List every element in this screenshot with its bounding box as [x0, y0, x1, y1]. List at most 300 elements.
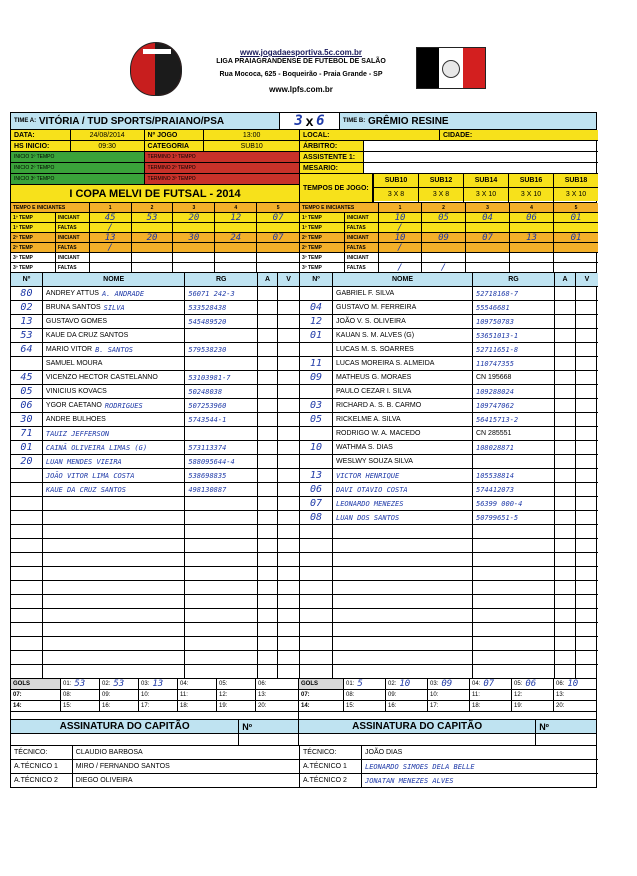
tempo-value: [132, 253, 174, 262]
player-v: [278, 343, 299, 356]
roster-row: [11, 469, 299, 483]
player-a: [258, 441, 278, 454]
tempo-cat: SUB18: [554, 174, 598, 188]
tempo-kind: FALTAS: [56, 243, 90, 252]
player-name: [333, 329, 473, 342]
player-number: [11, 609, 43, 622]
tempo-row: [300, 213, 598, 223]
player-name: [333, 371, 473, 384]
tempo-value: [257, 223, 299, 232]
gols-slot: [344, 679, 386, 689]
player-name: [43, 595, 185, 608]
categoria-value: SUB10: [204, 141, 299, 151]
player-name: [43, 497, 185, 510]
tempo-value: [173, 263, 215, 272]
player-name: [43, 553, 185, 566]
player-a: [555, 567, 576, 580]
player-a: [555, 455, 576, 468]
player-v: [576, 357, 598, 370]
player-number: [300, 623, 333, 636]
tempo-col-header: 5: [257, 203, 299, 212]
player-name: [333, 665, 473, 678]
tempo-value: [466, 253, 510, 262]
player-rg: 573113374: [185, 441, 258, 454]
roster-row: [11, 385, 299, 399]
gols-slot-key: 12:: [514, 692, 523, 698]
tempo-row: [11, 253, 299, 263]
player-printed-name: WESLWY SOUZA SILVA: [336, 458, 413, 465]
tempo-row: [11, 213, 299, 223]
player-rg: [185, 357, 258, 370]
roster-row: [300, 553, 598, 567]
player-number: [300, 455, 333, 468]
player-name: [43, 301, 185, 314]
tempo-value: [379, 253, 422, 262]
tempo-header-row: [300, 203, 598, 213]
player-name: [43, 315, 185, 328]
tempo-val: 3 X 10: [464, 188, 508, 201]
player-name: [43, 399, 185, 412]
tempo-cat: SUB16: [509, 174, 553, 188]
player-a: [258, 539, 278, 552]
info-right: [300, 130, 598, 202]
roster-row: [300, 665, 598, 678]
tempo-row: [11, 223, 299, 233]
hs-label: HS INICIO:: [11, 141, 71, 151]
team-b-label: TIME B:: [342, 118, 366, 124]
player-number: 13: [11, 315, 43, 328]
player-v: [278, 553, 299, 566]
gols-slot-key: 15:: [346, 703, 355, 709]
player-v: [576, 413, 598, 426]
gols-slot: [217, 679, 256, 689]
staff-role: A.TÉCNICO 1: [11, 760, 73, 773]
tempo-col: [373, 174, 418, 202]
player-rg: 574412073: [473, 483, 555, 496]
player-v: [278, 455, 299, 468]
roster-row: [300, 413, 598, 427]
tempo-value: /: [379, 223, 422, 232]
player-rg: 50799651-5: [473, 511, 555, 524]
teams-row: [11, 113, 596, 130]
roster-row: [11, 399, 299, 413]
player-a: [555, 553, 576, 566]
tempo-value: [132, 223, 174, 232]
njogo-value: 13:00: [204, 130, 299, 140]
gols-slot-key: 16:: [102, 703, 111, 709]
player-a: [555, 329, 576, 342]
player-rg: 109288024: [473, 385, 555, 398]
player-name: [333, 497, 473, 510]
roster-header-a: A: [555, 273, 576, 286]
player-number: [300, 287, 333, 300]
player-number: [11, 665, 43, 678]
player-v: [576, 651, 598, 664]
player-name: [333, 399, 473, 412]
tempo-row: [11, 263, 299, 272]
gols-slot: [256, 701, 295, 711]
player-number: 02: [11, 301, 43, 314]
tempo-col: [508, 174, 553, 202]
roster-header-row: [11, 273, 299, 287]
staff-block: [11, 746, 596, 787]
player-v: [278, 287, 299, 300]
player-printed-name: ANDRE BULHOES: [45, 416, 106, 423]
player-handwritten-name: DAVI OTAVIO COSTA: [336, 485, 408, 494]
player-number: 11: [300, 357, 333, 370]
player-rg: [473, 651, 555, 664]
player-rg: 56415713-2: [473, 413, 555, 426]
tempo-value: [215, 263, 257, 272]
tempo-value: [422, 243, 466, 252]
tempo-period: 3º TEMP: [300, 263, 345, 272]
tempo-value: 53: [132, 213, 174, 222]
player-rg: 53103981-7: [185, 371, 258, 384]
player-printed-name: GABRIEL F. SILVA: [336, 290, 395, 297]
roster-header-v: V: [278, 273, 299, 286]
tempo-value: /: [379, 243, 422, 252]
tempo-table-b: [300, 203, 598, 272]
player-v: [576, 553, 598, 566]
gols-slot-key: 18:: [472, 703, 481, 709]
roster-row: [300, 399, 598, 413]
player-number: [11, 651, 43, 664]
tempo-value: 10: [379, 213, 422, 222]
gols-slot-value: 06: [525, 679, 537, 689]
player-number: [11, 525, 43, 538]
roster-row: [300, 287, 598, 301]
player-printed-name: YGOR CAETANO: [45, 402, 102, 409]
tempo-period: 3º TEMP: [300, 253, 345, 262]
player-name: [333, 483, 473, 496]
player-rg: [473, 595, 555, 608]
tempo-value: 30: [173, 233, 215, 242]
tempo-value: /: [90, 243, 132, 252]
player-name: [43, 469, 185, 482]
tempo-kind: FALTAS: [56, 223, 90, 232]
player-v: [576, 609, 598, 622]
player-number: [300, 567, 333, 580]
termino-1: TERMINO 1º TEMPO: [145, 152, 299, 162]
tempo-value: [466, 263, 510, 272]
player-v: [576, 665, 598, 678]
player-v: [576, 539, 598, 552]
tempo-value: [215, 223, 257, 232]
player-v: [576, 567, 598, 580]
player-number: [11, 595, 43, 608]
tempo-value: 07: [257, 233, 299, 242]
gols-team-a: [11, 679, 299, 711]
tempo-kind: INICIANT: [56, 233, 90, 242]
player-a: [555, 385, 576, 398]
assinatura-b-label: ASSINATURA DO CAPITÃO: [299, 720, 536, 733]
score-cell: [280, 113, 340, 129]
player-a: [258, 637, 278, 650]
tempo-col-header: 1: [90, 203, 132, 212]
player-number: 12: [300, 315, 333, 328]
player-printed-name: MATHEUS G. MORAES: [336, 374, 412, 381]
tempo-value: [173, 253, 215, 262]
player-number: [11, 637, 43, 650]
staff-role: TÉCNICO:: [300, 746, 362, 759]
player-v: [278, 371, 299, 384]
player-v: [576, 595, 598, 608]
player-a: [258, 497, 278, 510]
player-a: [258, 301, 278, 314]
gols-slot-key: 07:: [301, 692, 310, 698]
gols-slot: [428, 690, 470, 700]
player-v: [278, 665, 299, 678]
roster-row: [11, 329, 299, 343]
roster-row: [300, 385, 598, 399]
website-link[interactable]: www.jogadaesportiva.5c.com.br: [240, 48, 362, 57]
player-handwritten-name: CAINÃ OLIVEIRA LIMAS (G): [45, 443, 148, 452]
player-name: [43, 413, 185, 426]
player-rg: [473, 609, 555, 622]
tempo-value: 10: [379, 233, 422, 242]
gols-slot-value: 53: [113, 679, 125, 689]
player-a: [258, 483, 278, 496]
roster-row: [300, 511, 598, 525]
player-rg: [185, 497, 258, 510]
gols-slot-key: 14:: [301, 703, 310, 709]
player-printed-name: JOÃO V. S. OLIVEIRA: [336, 318, 406, 325]
player-printed-name: WATHMA S. DIAS: [336, 444, 393, 451]
tempo-col: [463, 174, 508, 202]
player-number: [11, 511, 43, 524]
player-name: [333, 651, 473, 664]
player-handwritten-name: RODRIGUES: [104, 401, 143, 410]
gols-slot: [344, 701, 386, 711]
player-v: [576, 525, 598, 538]
player-handwritten-name: LUAN DOS SANTOS: [336, 513, 400, 522]
gols-team-b: [299, 679, 596, 711]
player-number: [300, 539, 333, 552]
roster-team-a: [11, 273, 300, 678]
gols-slot: [100, 701, 139, 711]
tempo-value: 06: [510, 213, 554, 222]
player-v: [278, 329, 299, 342]
gols-slot-key: 17:: [141, 703, 150, 709]
player-name: [43, 343, 185, 356]
gols-slot-value: 10: [399, 679, 411, 689]
roster-row: [300, 623, 598, 637]
player-v: [278, 497, 299, 510]
player-v: [278, 357, 299, 370]
player-number: [11, 623, 43, 636]
staff-name: DIEGO OLIVEIRA: [75, 777, 133, 784]
local-label: LOCAL:: [300, 130, 440, 140]
league-address: Rua Mococa, 625 - Boqueirão - Praia Grande - SP: [219, 71, 383, 78]
player-v: [278, 301, 299, 314]
player-rg: [473, 567, 555, 580]
gols-slot-value: 09: [441, 679, 453, 689]
staff-row: [11, 760, 299, 774]
gols-slot-key: 16:: [388, 703, 397, 709]
roster-block: [11, 273, 596, 679]
player-rg: 110747355: [473, 357, 555, 370]
roster-row: [11, 315, 299, 329]
player-name: [333, 441, 473, 454]
gols-slot-key: 03:: [141, 681, 150, 687]
gols-row: [11, 679, 298, 690]
roster-header-nome: NOME: [43, 273, 185, 286]
player-rg: 56399 000-4: [473, 497, 555, 510]
tempo-cat: SUB14: [464, 174, 508, 188]
team-b-cell: [340, 113, 596, 129]
player-a: [555, 441, 576, 454]
player-name: [333, 595, 473, 608]
player-name: [43, 329, 185, 342]
tempo-value: 24: [215, 233, 257, 242]
tempos-row: [300, 174, 598, 202]
player-number: 45: [11, 371, 43, 384]
score-b: 6: [316, 113, 325, 129]
player-name: [333, 287, 473, 300]
roster-row: [300, 343, 598, 357]
player-v: [576, 385, 598, 398]
tempo-period: 2º TEMP: [300, 233, 345, 242]
tempo-period: 2º TEMP: [11, 233, 56, 242]
tempo-row: [300, 253, 598, 263]
player-number: [11, 469, 43, 482]
gols-row: [11, 690, 298, 701]
tempo-row: [11, 233, 299, 243]
gols-slot: [554, 679, 596, 689]
gols-slot-key: 14:: [13, 703, 22, 709]
score-x: x: [305, 113, 314, 129]
player-rg: 533528438: [185, 301, 258, 314]
gols-row: [299, 701, 596, 711]
roster-row: [300, 539, 598, 553]
roster-header-row: [300, 273, 598, 287]
roster-row: [11, 497, 299, 511]
player-number: [300, 385, 333, 398]
tempo-period: 3º TEMP: [11, 253, 56, 262]
tempo-value: [510, 263, 554, 272]
gols-slot-value: 53: [74, 679, 86, 689]
player-rg: [473, 553, 555, 566]
gols-slot: [344, 690, 386, 700]
player-rg: CN 195668: [473, 371, 555, 384]
roster-row: [300, 497, 598, 511]
player-rg: 55546681: [473, 301, 555, 314]
player-a: [555, 511, 576, 524]
roster-row: [300, 651, 598, 665]
mesario-value: [364, 163, 598, 173]
player-a: [555, 539, 576, 552]
player-number: [11, 581, 43, 594]
player-number: 06: [11, 399, 43, 412]
gols-slot: [178, 701, 217, 711]
gols-row: [299, 690, 596, 701]
tempo-col-header: 1: [379, 203, 422, 212]
player-a: [258, 623, 278, 636]
roster-header-num: Nº: [11, 273, 43, 286]
tempo-col: [553, 174, 598, 202]
tempo-header-row: [11, 203, 299, 213]
player-number: 13: [300, 469, 333, 482]
staff-row: [11, 746, 299, 760]
roster-row: [11, 413, 299, 427]
team-a-name: VITÓRIA / TUD SPORTS/PRAIANO/PSA: [38, 115, 225, 127]
tempo-col-header: 3: [173, 203, 215, 212]
player-name: [333, 427, 473, 440]
tempo-kind: INICIANT: [345, 233, 379, 242]
player-v: [278, 399, 299, 412]
gols-slot: [139, 679, 178, 689]
player-rg: 588095644-4: [185, 455, 258, 468]
player-printed-name: GUSTAVO M. FERREIRA: [336, 304, 417, 311]
player-rg: [185, 329, 258, 342]
tempo-value: 20: [132, 233, 174, 242]
league-name: LIGA PRAIAGRANDENSE DE FUTEBOL DE SALÃO: [216, 58, 386, 65]
gols-slot-key: 15:: [63, 703, 72, 709]
tempo-value: [554, 253, 598, 262]
tempo-value: [466, 223, 510, 232]
gols-slot: [554, 701, 596, 711]
gols-slot-key: 11:: [180, 692, 188, 698]
categoria-label: CATEGORIA: [145, 141, 205, 151]
gols-slot-key: 10:: [141, 692, 150, 698]
player-a: [555, 371, 576, 384]
gols-slot: [61, 701, 100, 711]
gols-slot: [470, 701, 512, 711]
team-a-cell: [11, 113, 280, 129]
team-b-name: GRÊMIO RESINE: [368, 115, 449, 127]
tempo-value: /: [422, 263, 466, 272]
player-name: [43, 455, 185, 468]
tempo-period: 3º TEMP: [11, 263, 56, 272]
player-v: [576, 623, 598, 636]
player-number: 09: [300, 371, 333, 384]
gols-slot: [100, 690, 139, 700]
player-v: [278, 595, 299, 608]
player-name: [333, 385, 473, 398]
player-printed-name: GUSTAVO GOMES: [45, 318, 108, 325]
player-name: [43, 483, 185, 496]
gols-slot: [61, 679, 100, 689]
tempo-value: 13: [90, 233, 132, 242]
tempo-value: [257, 263, 299, 272]
player-a: [555, 357, 576, 370]
player-v: [576, 315, 598, 328]
tempo-period: 2º TEMP: [11, 243, 56, 252]
staff-role: TÉCNICO:: [11, 746, 73, 759]
tempo-value: [510, 223, 554, 232]
assinatura-a-label: ASSINATURA DO CAPITÃO: [11, 720, 239, 733]
player-number: 30: [11, 413, 43, 426]
player-a: [258, 427, 278, 440]
player-rg: [473, 581, 555, 594]
roster-row: [11, 357, 299, 371]
gols-label: [299, 690, 344, 700]
gols-slot: [178, 679, 217, 689]
roster-row: [11, 287, 299, 301]
player-rg: 545489520: [185, 315, 258, 328]
gols-slot-key: 20:: [258, 703, 267, 709]
player-name: [333, 567, 473, 580]
website2-link[interactable]: www.lpfs.com.br: [269, 85, 333, 94]
player-number: [11, 553, 43, 566]
tempo-value: 07: [466, 233, 510, 242]
gols-slot-key: 05:: [219, 681, 228, 687]
gols-slot-key: 19:: [219, 703, 228, 709]
inicio-1: INICIO 1º TEMPO: [11, 152, 145, 162]
roster-header-rg: RG: [473, 273, 555, 286]
player-name: [333, 315, 473, 328]
gols-label: GOLS: [11, 679, 61, 689]
